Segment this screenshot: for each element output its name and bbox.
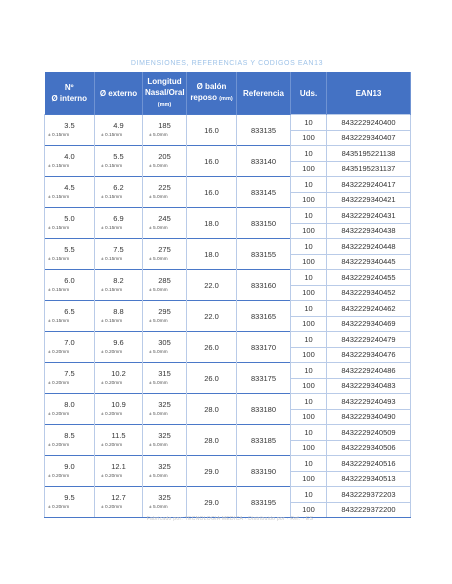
table-row (45, 115, 411, 131)
header-units: Uds. (291, 72, 327, 115)
cell-balloon: 29.0 (187, 456, 237, 487)
cell-internal-diameter: 7.5 ± 0.20mm (45, 363, 95, 394)
cell-reference: 833155 (237, 239, 291, 270)
cell-ean13: 8432229340452 (327, 285, 411, 301)
cell-ean13: 8432229340407 (327, 130, 411, 146)
cell-reference: 833150 (237, 208, 291, 239)
cell-ean13: 8432229340483 (327, 378, 411, 394)
cell-reference: 833175 (237, 363, 291, 394)
cell-ean13: 8432229240431 (327, 208, 411, 224)
cell-ean13: 8435195221138 (327, 146, 411, 162)
table-row (45, 239, 411, 255)
cell-length: 285 ± 5.0mm (143, 270, 187, 301)
cell-external-diameter: 11.5 ± 0.20mm (95, 425, 143, 456)
table-header (45, 72, 411, 115)
cell-length: 295 ± 5.0mm (143, 301, 187, 332)
header-ean13: EAN13 (327, 72, 411, 115)
cell-external-diameter: 5.5 ± 0.15mm (95, 146, 143, 177)
header-external-diameter: Ø externo (95, 72, 143, 115)
cell-units: 100 (291, 347, 327, 363)
cell-internal-diameter: 9.0 ± 0.20mm (45, 456, 95, 487)
cell-internal-diameter: 6.5 ± 0.15mm (45, 301, 95, 332)
cell-length: 325 ± 5.0mm (143, 425, 187, 456)
cell-units: 10 (291, 363, 327, 379)
cell-ean13: 8432229240455 (327, 270, 411, 286)
cell-balloon: 16.0 (187, 115, 237, 146)
cell-ean13: 8432229372203 (327, 487, 411, 503)
table-row (45, 301, 411, 317)
cell-internal-diameter: 9.5 ± 0.20mm (45, 487, 95, 518)
cell-ean13: 8432229240509 (327, 425, 411, 441)
cell-external-diameter: 4.9 ± 0.15mm (95, 115, 143, 146)
cell-internal-diameter: 8.5 ± 0.20mm (45, 425, 95, 456)
cell-reference: 833195 (237, 487, 291, 518)
cell-external-diameter: 9.6 ± 0.20mm (95, 332, 143, 363)
cell-ean13: 8432229340445 (327, 254, 411, 270)
cell-units: 10 (291, 115, 327, 131)
cell-ean13: 8432229340490 (327, 409, 411, 425)
cell-length: 325 ± 5.0mm (143, 394, 187, 425)
cell-ean13: 8432229240448 (327, 239, 411, 255)
cell-ean13: 8432229340438 (327, 223, 411, 239)
table-row (45, 363, 411, 379)
cell-units: 100 (291, 378, 327, 394)
cell-units: 10 (291, 394, 327, 410)
cell-ean13: 8432229240493 (327, 394, 411, 410)
cell-units: 10 (291, 177, 327, 193)
cell-units: 10 (291, 146, 327, 162)
cell-length: 205 ± 5.0mm (143, 146, 187, 177)
cell-internal-diameter: 4.0 ± 0.15mm (45, 146, 95, 177)
header-reference: Referencia (237, 72, 291, 115)
cell-external-diameter: 8.8 ± 0.15mm (95, 301, 143, 332)
cell-internal-diameter: 8.0 ± 0.20mm (45, 394, 95, 425)
table-row (45, 177, 411, 193)
cell-internal-diameter: 3.5 ± 0.15mm (45, 115, 95, 146)
cell-external-diameter: 6.2 ± 0.15mm (95, 177, 143, 208)
table-row (45, 487, 411, 503)
cell-units: 10 (291, 270, 327, 286)
cell-external-diameter: 12.1 ± 0.20mm (95, 456, 143, 487)
cell-balloon: 28.0 (187, 394, 237, 425)
cell-units: 10 (291, 301, 327, 317)
header-length: Longitud Nasal/Oral (mm) (143, 72, 187, 115)
cell-reference: 833145 (237, 177, 291, 208)
cell-units: 100 (291, 285, 327, 301)
cell-length: 185 ± 5.0mm (143, 115, 187, 146)
cell-internal-diameter: 4.5 ± 0.15mm (45, 177, 95, 208)
cell-external-diameter: 8.2 ± 0.15mm (95, 270, 143, 301)
cell-units: 10 (291, 332, 327, 348)
cell-ean13: 8432229240417 (327, 177, 411, 193)
table-row (45, 456, 411, 472)
cell-ean13: 8435195231137 (327, 161, 411, 177)
cell-internal-diameter: 6.0 ± 0.15mm (45, 270, 95, 301)
header-internal-diameter: Nº Ø interno (45, 72, 95, 115)
cell-external-diameter: 12.7 ± 0.20mm (95, 487, 143, 518)
cell-reference: 833180 (237, 394, 291, 425)
cell-internal-diameter: 5.0 ± 0.15mm (45, 208, 95, 239)
cell-balloon: 18.0 (187, 208, 237, 239)
cell-balloon: 16.0 (187, 146, 237, 177)
table-row (45, 394, 411, 410)
cell-external-diameter: 6.9 ± 0.15mm (95, 208, 143, 239)
cell-length: 315 ± 5.0mm (143, 363, 187, 394)
cell-units: 100 (291, 223, 327, 239)
cell-units: 10 (291, 208, 327, 224)
cell-ean13: 8432229340421 (327, 192, 411, 208)
table-row (45, 146, 411, 162)
cell-units: 100 (291, 130, 327, 146)
cell-ean13: 8432229372200 (327, 502, 411, 518)
cell-units: 100 (291, 316, 327, 332)
cell-ean13: 8432229240479 (327, 332, 411, 348)
header-balloon: Ø balón reposo (mm) (187, 72, 237, 115)
cell-units: 100 (291, 254, 327, 270)
cell-ean13: 8432229340513 (327, 471, 411, 487)
cell-external-diameter: 10.9 ± 0.20mm (95, 394, 143, 425)
cell-length: 225 ± 5.0mm (143, 177, 187, 208)
cell-ean13: 8432229240516 (327, 456, 411, 472)
cell-internal-diameter: 5.5 ± 0.15mm (45, 239, 95, 270)
cell-balloon: 29.0 (187, 487, 237, 518)
cell-ean13: 8432229240462 (327, 301, 411, 317)
cell-units: 100 (291, 440, 327, 456)
cell-ean13: 8432229340469 (327, 316, 411, 332)
cell-balloon: 22.0 (187, 270, 237, 301)
cell-units: 100 (291, 409, 327, 425)
footer-caption: Fabricado por: TECNOLOGÍA MÉDICA · Distribuido por · Ref. · ES (146, 516, 314, 522)
cell-units: 100 (291, 471, 327, 487)
cell-units: 10 (291, 456, 327, 472)
cell-reference: 833135 (237, 115, 291, 146)
cell-reference: 833185 (237, 425, 291, 456)
table-row (45, 425, 411, 441)
table-row (45, 332, 411, 348)
table-row (45, 208, 411, 224)
table-row (45, 270, 411, 286)
cell-length: 275 ± 5.0mm (143, 239, 187, 270)
cell-units: 100 (291, 192, 327, 208)
cell-length: 245 ± 5.0mm (143, 208, 187, 239)
cell-balloon: 18.0 (187, 239, 237, 270)
cell-units: 100 (291, 502, 327, 518)
cell-balloon: 26.0 (187, 332, 237, 363)
cell-ean13: 8432229240400 (327, 115, 411, 131)
cell-external-diameter: 7.5 ± 0.15mm (95, 239, 143, 270)
cell-units: 100 (291, 161, 327, 177)
cell-units: 10 (291, 487, 327, 503)
cell-ean13: 8432229340506 (327, 440, 411, 456)
cell-reference: 833160 (237, 270, 291, 301)
spec-table (44, 72, 411, 518)
cell-units: 10 (291, 425, 327, 441)
cell-length: 325 ± 5.0mm (143, 456, 187, 487)
cell-reference: 833165 (237, 301, 291, 332)
table-body (45, 115, 411, 518)
cell-units: 10 (291, 239, 327, 255)
cell-reference: 833170 (237, 332, 291, 363)
table-caption: DIMENSIONES, REFERENCIAS Y CÓDIGOS EAN13 (130, 60, 324, 67)
cell-length: 325 ± 5.0mm (143, 487, 187, 518)
cell-balloon: 16.0 (187, 177, 237, 208)
cell-balloon: 28.0 (187, 425, 237, 456)
cell-length: 305 ± 5.0mm (143, 332, 187, 363)
cell-reference: 833140 (237, 146, 291, 177)
cell-reference: 833190 (237, 456, 291, 487)
cell-external-diameter: 10.2 ± 0.20mm (95, 363, 143, 394)
cell-balloon: 22.0 (187, 301, 237, 332)
cell-balloon: 26.0 (187, 363, 237, 394)
cell-ean13: 8432229240486 (327, 363, 411, 379)
cell-ean13: 8432229340476 (327, 347, 411, 363)
cell-internal-diameter: 7.0 ± 0.20mm (45, 332, 95, 363)
